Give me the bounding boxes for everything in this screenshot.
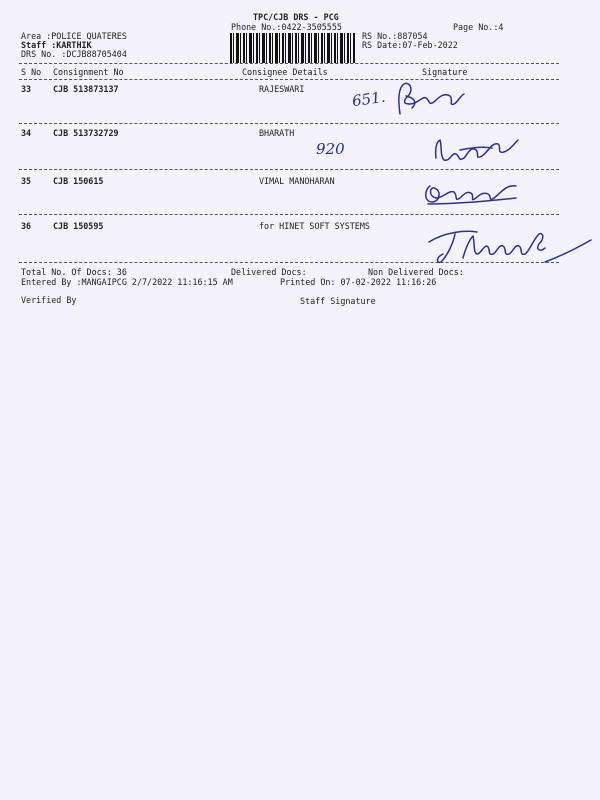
divider <box>19 169 559 170</box>
non-delivered-docs: Non Delivered Docs: <box>368 267 464 277</box>
signature-image <box>420 176 520 210</box>
signature-image <box>392 78 472 118</box>
document-title: TPC/CJB DRS - PCG <box>253 12 339 22</box>
signature-image <box>430 132 520 166</box>
divider <box>19 262 559 263</box>
barcode-image <box>230 33 355 63</box>
divider <box>19 214 559 215</box>
handwritten-note: 651. <box>350 87 387 111</box>
row-consignment-no: CJB 513732729 <box>53 128 119 138</box>
row-consignee: VIMAL MANOHARAN <box>259 176 335 186</box>
divider <box>19 79 559 80</box>
row-sno: 33 <box>21 84 32 94</box>
handwritten-note: 920 <box>316 140 345 158</box>
phone-number: Phone No.:0422-3505555 <box>231 22 342 32</box>
column-header-sno: S No <box>21 67 42 77</box>
column-header-signature: Signature <box>422 67 468 77</box>
row-consignment-no: CJB 150595 <box>53 221 104 231</box>
divider <box>19 63 559 64</box>
total-docs: Total No. Of Docs: 36 <box>21 267 127 277</box>
area-field: Area :POLICE QUATERES <box>21 31 127 41</box>
staff-signature-label: Staff Signature <box>300 296 376 306</box>
row-consignee: for HINET SOFT SYSTEMS <box>259 221 370 231</box>
drs-number: DRS No. :DCJB88705404 <box>21 49 127 59</box>
rs-date: RS Date:07-Feb-2022 <box>362 40 458 50</box>
row-sno: 34 <box>21 128 32 138</box>
divider <box>19 123 559 124</box>
row-sno: 35 <box>21 176 32 186</box>
column-header-consignee: Consignee Details <box>242 67 328 77</box>
row-consignee: BHARATH <box>259 128 295 138</box>
entered-by: Entered By :MANGAIPCG 2/7/2022 11:16:15 AM <box>21 277 233 287</box>
row-consignee: RAJESWARI <box>259 84 305 94</box>
verified-by-label: Verified By <box>21 295 77 305</box>
row-consignment-no: CJB 150615 <box>53 176 104 186</box>
column-header-consignment: Consignment No <box>53 67 124 77</box>
row-sno: 36 <box>21 221 32 231</box>
rs-number: RS No.:887054 <box>362 31 428 41</box>
row-consignment-no: CJB 513873137 <box>53 84 119 94</box>
staff-field: Staff :KARTHIK <box>21 40 92 50</box>
printed-on: Printed On: 07-02-2022 11:16:26 <box>280 277 437 287</box>
page-number: Page No.:4 <box>453 22 504 32</box>
delivered-docs: Delivered Docs: <box>231 267 307 277</box>
